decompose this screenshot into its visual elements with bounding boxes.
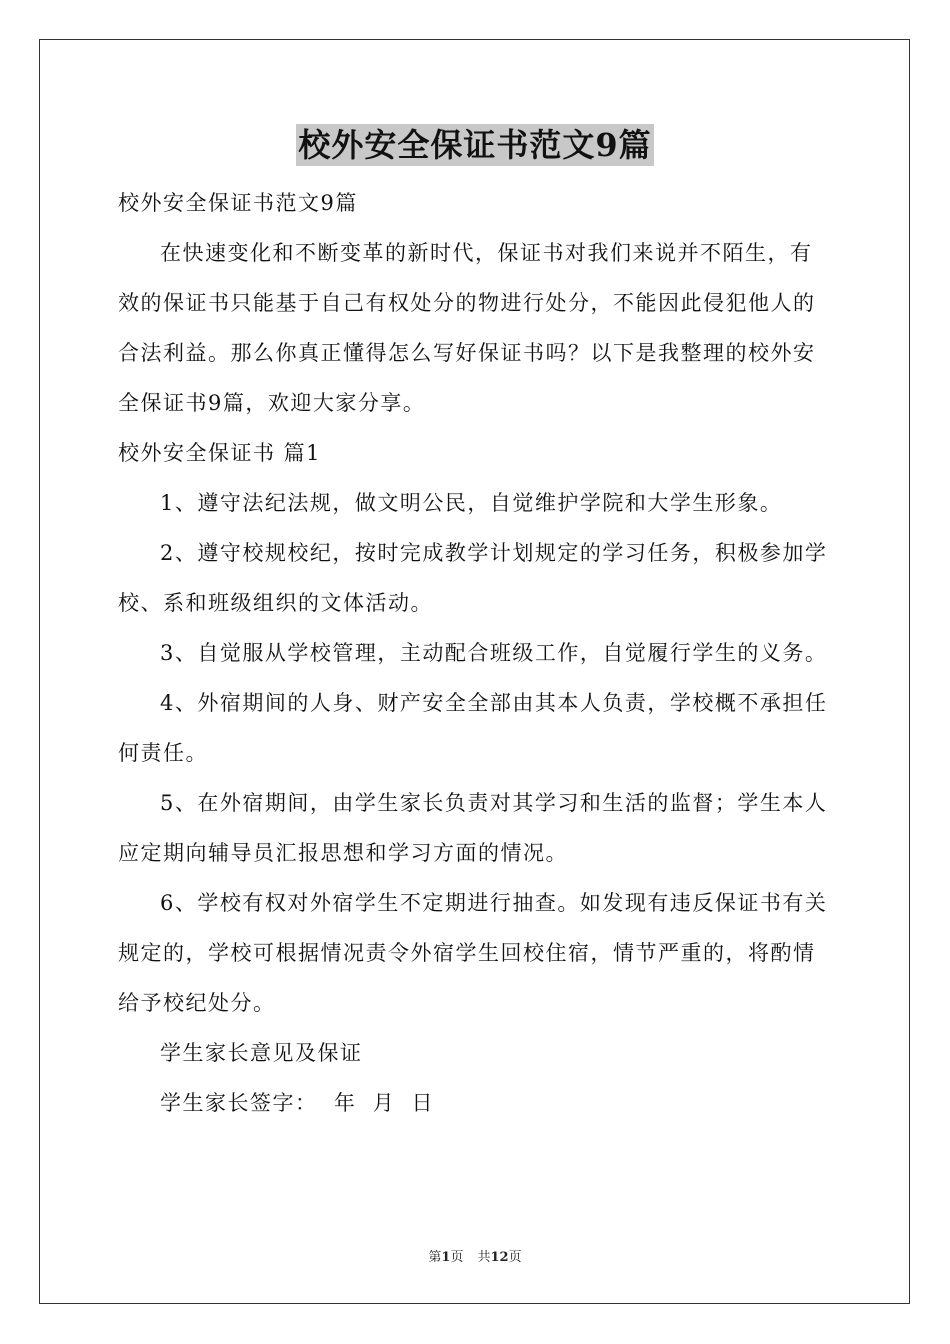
- item-paragraph: 6、学校有权对外宿学生不定期进行抽查。如发现有违反保证书有关规定的，学校可根据情况责令外宿学生回校住宿，情节严重的，将酌情给予校纪处分。: [118, 891, 828, 1015]
- item-paragraph: 4、外宿期间的人身、财产安全全部由其本人负责，学校概不承担任何责任。: [118, 691, 828, 765]
- page-number: 1: [441, 1250, 451, 1265]
- section-heading: 校外安全保证书 篇1: [118, 441, 322, 465]
- document-body: [118, 178, 834, 1128]
- item-paragraph: 5、在外宿期间，由学生家长负责对其学习和生活的监督；学生本人应定期向辅导员汇报思想和学习方面的情况。: [118, 791, 828, 865]
- parent-signature-line: 学生家长签字： 年 月 日: [160, 1091, 435, 1115]
- intro-paragraph: 在快速变化和不断变革的新时代，保证书对我们来说并不陌生，有效的保证书只能基于自己有权处分的物进行处分，不能因此侵犯他人的合法利益。那么你真正懂得怎么写好保证书吗？以下是我整理的校外安全保证书9篇，欢迎大家分享。: [118, 241, 816, 415]
- item-paragraph: 3、自觉服从学校管理，主动配合班级工作，自觉履行学生的义务。: [160, 641, 828, 665]
- page-prefix: 第: [428, 1250, 442, 1265]
- parent-opinion-line: 学生家长意见及保证: [160, 1041, 363, 1065]
- title-area: [0, 124, 950, 166]
- page-suffix: 页: [450, 1250, 464, 1265]
- total-pages: 12: [490, 1250, 509, 1265]
- page-footer: [0, 1246, 950, 1265]
- document-title: 校外安全保证书范文9篇: [298, 126, 652, 164]
- total-suffix: 页: [508, 1250, 522, 1265]
- item-paragraph: 1、遵守法纪法规，做文明公民，自觉维护学院和大学生形象。: [160, 491, 783, 515]
- total-prefix: 共: [477, 1250, 491, 1265]
- item-paragraph: 2、遵守校规校纪，按时完成教学计划规定的学习任务，积极参加学校、系和班级组织的文体活动。: [118, 541, 828, 615]
- document-subtitle: 校外安全保证书范文9篇: [118, 191, 358, 215]
